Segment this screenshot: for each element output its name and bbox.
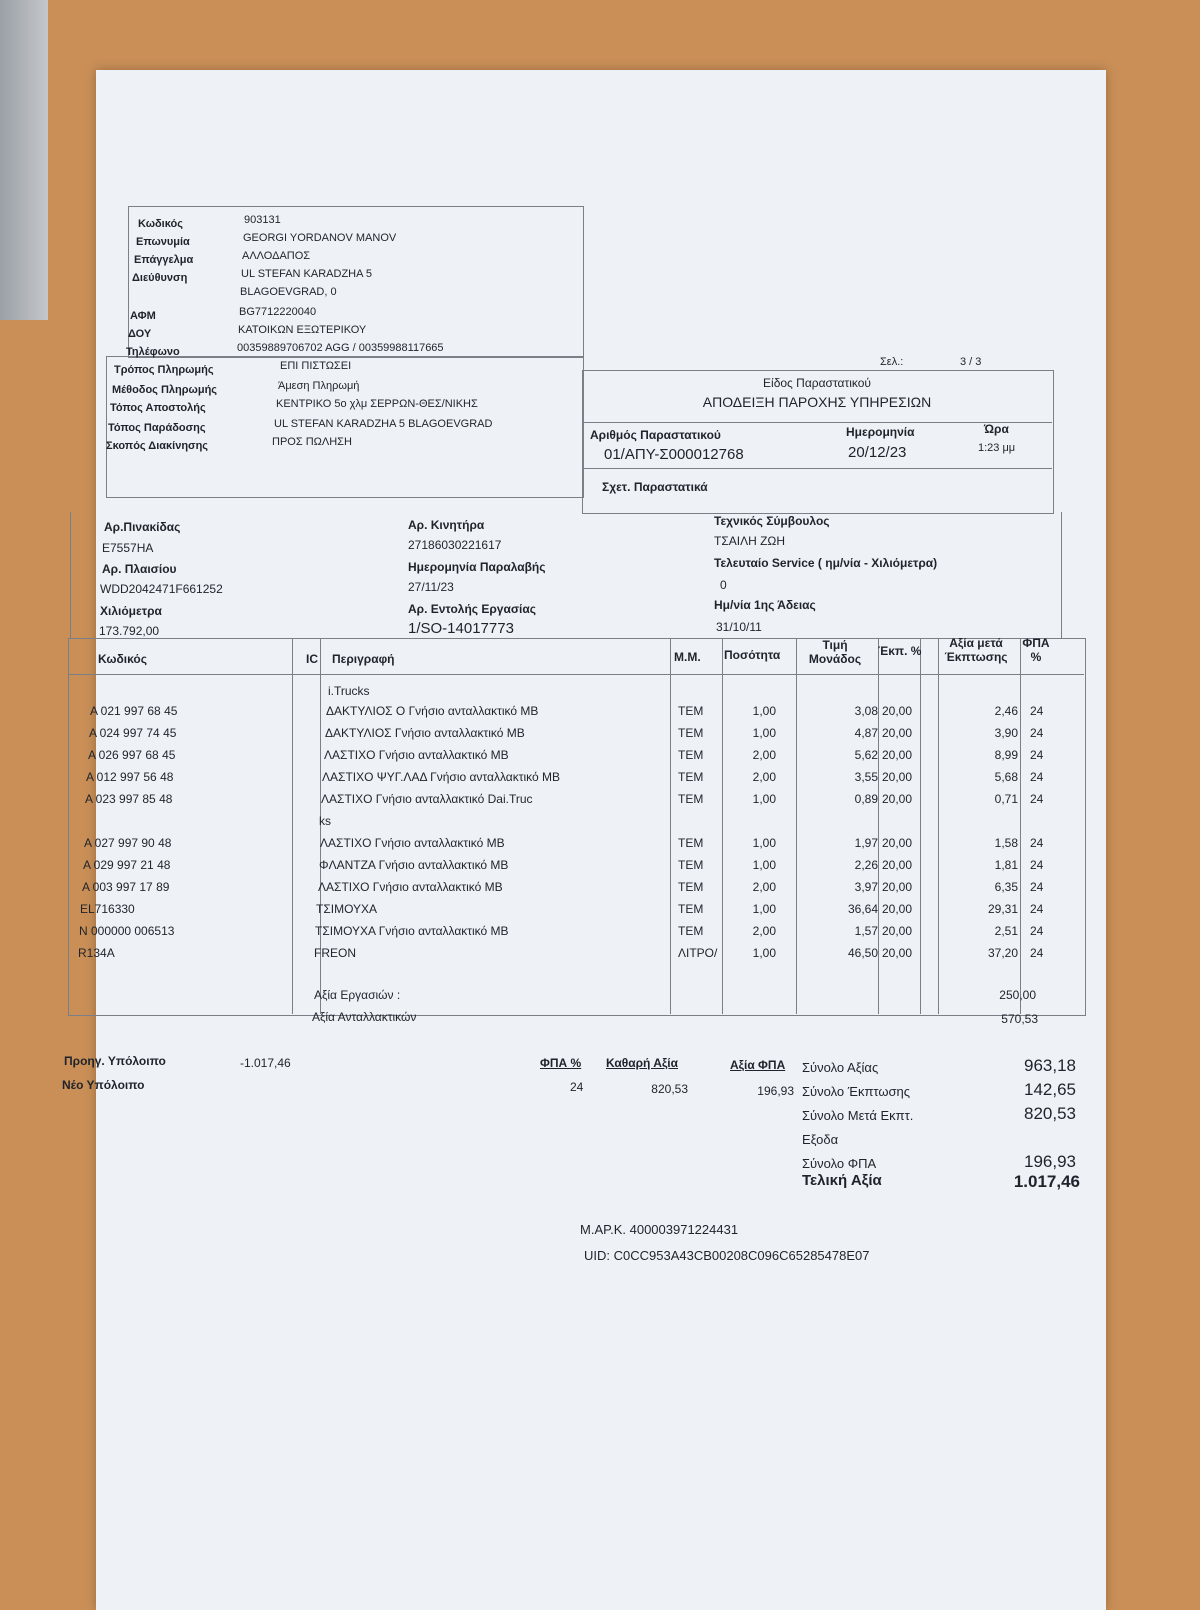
item-discount: 20,00 bbox=[882, 836, 913, 850]
item-code: A 027 997 90 48 bbox=[84, 836, 172, 850]
plate-label: Αρ.Πινακίδας bbox=[104, 520, 181, 534]
net-value-header: Καθαρή Αξία bbox=[606, 1056, 678, 1070]
item-unit: TEM bbox=[678, 792, 704, 806]
total-value: 963,18 bbox=[1024, 1056, 1076, 1075]
item-code: A 024 997 74 45 bbox=[89, 726, 177, 740]
item-net-value: 5,68 bbox=[994, 770, 1018, 784]
item-unit-price: 46,50 bbox=[847, 946, 878, 960]
item-discount: 20,00 bbox=[882, 748, 913, 762]
item-description: ΔΑΚΤΥΛΙΟΣ Γνήσιο ανταλλακτικό MB bbox=[325, 726, 525, 740]
doc-date-value: 20/12/23 bbox=[848, 444, 907, 461]
item-quantity: 1,00 bbox=[752, 726, 776, 740]
item-vat: 24 bbox=[1030, 946, 1044, 960]
engine-value: 27186030221617 bbox=[408, 538, 502, 552]
item-description: ΦΛΑΝΤΖΑ Γνήσιο ανταλλακτικό MB bbox=[319, 858, 509, 872]
item-description-cont: ks bbox=[319, 814, 331, 828]
item-net-value: 0,71 bbox=[994, 792, 1018, 806]
customer-field-value: BLAGOEVGRAD, 0 bbox=[240, 286, 337, 298]
km-label: Χιλιόμετρα bbox=[100, 604, 162, 618]
customer-field-label: Επωνυμία bbox=[136, 236, 190, 248]
item-quantity: 1,00 bbox=[752, 704, 776, 718]
shipping-field-label: Μέθοδος Πληρωμής bbox=[112, 384, 218, 396]
item-discount: 20,00 bbox=[882, 704, 913, 718]
customer-field-label: ΑΦΜ bbox=[130, 310, 156, 322]
item-unit-price: 4,87 bbox=[854, 726, 878, 740]
item-description: ΤΣΙΜΟΥΧΑ bbox=[316, 902, 378, 916]
item-vat: 24 bbox=[1030, 704, 1044, 718]
related-docs-label: Σχετ. Παραστατικά bbox=[602, 480, 708, 494]
customer-field-label: Επάγγελμα bbox=[134, 254, 194, 266]
item-net-value: 29,31 bbox=[987, 902, 1018, 916]
group-label: i.Trucks bbox=[328, 684, 370, 698]
item-unit: TEM bbox=[678, 902, 704, 916]
item-quantity: 2,00 bbox=[752, 748, 776, 762]
item-vat: 24 bbox=[1030, 858, 1044, 872]
km-value: 173.792,00 bbox=[99, 624, 160, 638]
item-vat: 24 bbox=[1030, 880, 1044, 894]
customer-field-value: 903131 bbox=[244, 214, 281, 226]
item-description: ΛΑΣΤΙΧΟ Γνήσιο ανταλλακτικό MB bbox=[324, 748, 509, 762]
shipping-field-value: UL STEFAN KARADZHA 5 BLAGOEVGRAD bbox=[274, 418, 493, 430]
customer-field-label: Τηλέφωνο bbox=[126, 346, 180, 358]
item-quantity: 1,00 bbox=[752, 792, 776, 806]
item-discount: 20,00 bbox=[882, 946, 913, 960]
plate-value: E7557HA bbox=[102, 541, 154, 555]
customer-field-label: Κωδικός bbox=[138, 218, 183, 230]
engine-label: Αρ. Κινητήρα bbox=[408, 518, 485, 532]
item-unit-price: 36,64 bbox=[847, 902, 878, 916]
total-label: Σύνολο Αξίας bbox=[802, 1060, 879, 1075]
parts-value: 570,53 bbox=[1001, 1012, 1038, 1026]
total-label: Σύνολο Μετά Εκπτ. bbox=[802, 1108, 914, 1123]
work-order-value: 1/SO-14017773 bbox=[408, 620, 514, 637]
item-description: ΔΑΚΤΥΛΙΟΣ Ο Γνήσιο ανταλλακτικό MB bbox=[326, 704, 539, 718]
item-vat: 24 bbox=[1030, 792, 1044, 806]
shipping-field-label: Τόπος Αποστολής bbox=[110, 402, 206, 414]
divider bbox=[582, 422, 1052, 423]
invoice-page bbox=[62, 70, 1106, 1610]
item-quantity: 1,00 bbox=[752, 836, 776, 850]
item-unit: TEM bbox=[678, 704, 704, 718]
item-discount: 20,00 bbox=[882, 858, 913, 872]
vat-amount-header: Αξία ΦΠΑ bbox=[730, 1058, 786, 1072]
item-unit: TEM bbox=[678, 726, 704, 740]
parts-label: Αξία Ανταλλακτικών bbox=[312, 1010, 417, 1024]
total-value: 196,93 bbox=[1024, 1152, 1076, 1171]
col-ic: IC bbox=[306, 652, 318, 666]
item-code: A 029 997 21 48 bbox=[83, 858, 171, 872]
item-net-value: 1,81 bbox=[994, 858, 1018, 872]
last-service-value: 0 bbox=[720, 578, 727, 592]
customer-field-value: GEORGI YORDANOV MANOV bbox=[243, 232, 397, 244]
customer-field-value: UL STEFAN KARADZHA 5 bbox=[241, 268, 373, 280]
col-vat: ΦΠΑ % bbox=[1022, 636, 1050, 664]
receipt-date-value: 27/11/23 bbox=[408, 580, 454, 594]
col-mm: Μ.Μ. bbox=[674, 650, 701, 664]
item-quantity: 2,00 bbox=[752, 770, 776, 784]
col-net-value: Αξία μετά Έκπτωσης bbox=[944, 636, 1008, 664]
receipt-date-label: Ημερομηνία Παραλαβής bbox=[408, 560, 546, 574]
customer-field-label: ΔΟΥ bbox=[128, 328, 152, 340]
item-vat: 24 bbox=[1030, 924, 1044, 938]
item-vat: 24 bbox=[1030, 726, 1044, 740]
shipping-field-label: Τρόπος Πληρωμής bbox=[114, 364, 214, 376]
item-code: A 023 997 85 48 bbox=[85, 792, 173, 806]
item-net-value: 2,51 bbox=[994, 924, 1018, 938]
customer-field-value: ΚΑΤΟΙΚΩΝ ΕΞΩΤΕΡΙΚΟΥ bbox=[238, 324, 367, 336]
chassis-label: Αρ. Πλαισίου bbox=[102, 562, 177, 576]
doc-number-value: 01/ΑΠΥ-Σ000012768 bbox=[604, 446, 744, 463]
vat-rate-header: ΦΠΑ % bbox=[540, 1056, 582, 1070]
col-qty: Ποσότητα bbox=[724, 648, 781, 662]
shipping-field-value: ΠΡΟΣ ΠΩΛΗΣΗ bbox=[272, 436, 352, 448]
item-description: ΛΑΣΤΙΧΟ Γνήσιο ανταλλακτικό Dai.Truc bbox=[321, 792, 533, 806]
shipping-field-label: Τόπος Παράδοσης bbox=[108, 422, 206, 434]
item-quantity: 2,00 bbox=[752, 924, 776, 938]
item-discount: 20,00 bbox=[882, 792, 913, 806]
item-code: A 021 997 68 45 bbox=[90, 704, 178, 718]
doc-time-label: Ώρα bbox=[984, 422, 1009, 436]
mark-number: M.AP.K. 400003971224431 bbox=[580, 1222, 739, 1237]
col-code: Κωδικός bbox=[98, 652, 148, 666]
doc-time-value: 1:23 μμ bbox=[978, 442, 1016, 454]
advisor-label: Τεχνικός Σύμβουλος bbox=[714, 514, 830, 528]
item-unit: TEM bbox=[678, 748, 704, 762]
item-unit-price: 1,97 bbox=[854, 836, 878, 850]
item-quantity: 1,00 bbox=[752, 858, 776, 872]
item-unit-price: 0,89 bbox=[854, 792, 878, 806]
item-unit-price: 3,08 bbox=[854, 704, 878, 718]
item-unit: TEM bbox=[678, 924, 704, 938]
item-vat: 24 bbox=[1030, 770, 1044, 784]
item-net-value: 1,58 bbox=[994, 836, 1018, 850]
item-unit: TEM bbox=[678, 858, 704, 872]
labor-label: Αξία Εργασιών : bbox=[314, 988, 401, 1002]
item-code: A 003 997 17 89 bbox=[82, 880, 170, 894]
total-value: 820,53 bbox=[1024, 1104, 1076, 1123]
net-value: 820,53 bbox=[651, 1082, 688, 1096]
new-balance-label: Νέο Υπόλοιπο bbox=[62, 1078, 145, 1092]
doc-number-label: Αριθμός Παραστατικού bbox=[590, 428, 721, 442]
item-description: ΛΑΣΤΙΧΟ ΨΥΓ.ΛΑΔ Γνήσιο ανταλλακτικό MB bbox=[322, 770, 560, 784]
item-net-value: 8,99 bbox=[994, 748, 1018, 762]
item-description: ΛΑΣΤΙΧΟ Γνήσιο ανταλλακτικό MB bbox=[320, 836, 505, 850]
item-description: FREON bbox=[314, 946, 356, 960]
item-code: EL716330 bbox=[80, 902, 135, 916]
item-discount: 20,00 bbox=[882, 726, 913, 740]
item-vat: 24 bbox=[1030, 902, 1044, 916]
item-quantity: 2,00 bbox=[752, 880, 776, 894]
item-discount: 20,00 bbox=[882, 880, 913, 894]
final-total-label: Τελική Αξία bbox=[802, 1172, 882, 1189]
item-unit-price: 2,26 bbox=[854, 858, 878, 872]
customer-field-label: Διεύθυνση bbox=[132, 272, 188, 284]
desk-background bbox=[0, 0, 48, 320]
doc-type-label: Είδος Παραστατικού bbox=[763, 376, 871, 390]
item-vat: 24 bbox=[1030, 836, 1044, 850]
table-column-divider bbox=[878, 638, 879, 1014]
uid: UID: C0CC953A43CB00208C096C65285478E07 bbox=[584, 1248, 870, 1263]
item-vat: 24 bbox=[1030, 748, 1044, 762]
item-discount: 20,00 bbox=[882, 902, 913, 916]
item-unit-price: 5,62 bbox=[854, 748, 878, 762]
table-column-divider bbox=[920, 638, 921, 1014]
prev-balance-label: Προηγ. Υπόλοιπο bbox=[64, 1054, 166, 1068]
table-column-divider bbox=[670, 638, 671, 1014]
table-header-divider bbox=[68, 674, 1084, 675]
customer-field-value: 00359889706702 AGG / 00359988117665 bbox=[237, 342, 444, 354]
item-net-value: 3,90 bbox=[994, 726, 1018, 740]
doc-date-label: Ημερομηνία bbox=[846, 425, 915, 439]
vehicle-box bbox=[70, 512, 1062, 639]
first-license-value: 31/10/11 bbox=[716, 620, 762, 634]
table-column-divider bbox=[1020, 638, 1021, 1014]
item-unit: ΛΙΤΡΟ/ bbox=[678, 946, 718, 960]
item-unit: TEM bbox=[678, 880, 704, 894]
table-column-divider bbox=[722, 638, 723, 1014]
item-code: A 012 997 56 48 bbox=[86, 770, 174, 784]
customer-field-value: BG7712220040 bbox=[239, 306, 317, 318]
customer-field-value: ΑΛΛΟΔΑΠΟΣ bbox=[242, 250, 311, 262]
table-column-divider bbox=[292, 638, 293, 1014]
shipping-field-value: ΚΕΝΤΡΙΚΟ 5ο χλμ ΣΕΡΡΩΝ-ΘΕΣ/ΝΙΚΗΣ bbox=[276, 398, 478, 410]
col-discount: Έκπ. % bbox=[878, 644, 922, 658]
vat-amount: 196,93 bbox=[757, 1084, 794, 1098]
shipping-field-value: Άμεση Πληρωμή bbox=[278, 380, 360, 392]
divider bbox=[582, 468, 1052, 469]
final-total-value: 1.017,46 bbox=[1013, 1172, 1080, 1191]
table-column-divider bbox=[796, 638, 797, 1014]
items-table bbox=[68, 638, 1086, 1016]
page-label: Σελ.: bbox=[880, 356, 904, 368]
labor-value: 250,00 bbox=[999, 988, 1036, 1002]
col-desc: Περιγραφή bbox=[332, 652, 395, 666]
item-code: R134A bbox=[78, 946, 115, 960]
item-unit: TEM bbox=[678, 836, 704, 850]
shipping-field-label: Σκοπός Διακίνησης bbox=[106, 440, 209, 452]
item-description: ΛΑΣΤΙΧΟ Γνήσιο ανταλλακτικό MB bbox=[318, 880, 503, 894]
doc-type-value: ΑΠΟΔΕΙΞΗ ΠΑΡΟΧΗΣ ΥΠΗΡΕΣΙΩΝ bbox=[702, 394, 932, 410]
prev-balance-value: -1.017,46 bbox=[240, 1056, 291, 1070]
item-discount: 20,00 bbox=[882, 770, 913, 784]
item-unit: TEM bbox=[678, 770, 704, 784]
work-order-label: Αρ. Εντολής Εργασίας bbox=[408, 602, 537, 616]
item-net-value: 2,46 bbox=[994, 704, 1018, 718]
item-net-value: 6,35 bbox=[994, 880, 1018, 894]
item-quantity: 1,00 bbox=[752, 902, 776, 916]
table-column-divider bbox=[938, 638, 939, 1014]
item-description: ΤΣΙΜΟΥΧΑ Γνήσιο ανταλλακτικό MB bbox=[315, 924, 509, 938]
item-discount: 20,00 bbox=[882, 924, 913, 938]
last-service-label: Τελευταίο Service ( ημ/νία - Χιλιόμετρα) bbox=[714, 556, 938, 570]
shipping-field-value: ΕΠΙ ΠΙΣΤΩΣΕΙ bbox=[280, 360, 352, 372]
total-label: Σύνολο Έκπτωσης bbox=[802, 1084, 911, 1099]
page-number: 3 / 3 bbox=[960, 356, 982, 368]
first-license-label: Ημ/νία 1ης Άδειας bbox=[714, 598, 816, 612]
item-unit-price: 3,55 bbox=[854, 770, 878, 784]
advisor-value: ΤΣΑΙΛΗ ΖΩΗ bbox=[714, 534, 786, 548]
total-label: Εξοδα bbox=[802, 1132, 839, 1147]
item-code: A 026 997 68 45 bbox=[88, 748, 176, 762]
item-net-value: 37,20 bbox=[987, 946, 1018, 960]
vat-rate-value: 24 bbox=[570, 1080, 584, 1094]
total-label: Σύνολο ΦΠΑ bbox=[802, 1156, 877, 1171]
item-unit-price: 3,97 bbox=[854, 880, 878, 894]
item-code: N 000000 006513 bbox=[79, 924, 175, 938]
col-unit-price: Τιμή Μονάδος bbox=[808, 638, 862, 666]
chassis-value: WDD2042471F661252 bbox=[100, 582, 223, 596]
item-quantity: 1,00 bbox=[752, 946, 776, 960]
total-value: 142,65 bbox=[1024, 1080, 1076, 1099]
item-unit-price: 1,57 bbox=[854, 924, 878, 938]
